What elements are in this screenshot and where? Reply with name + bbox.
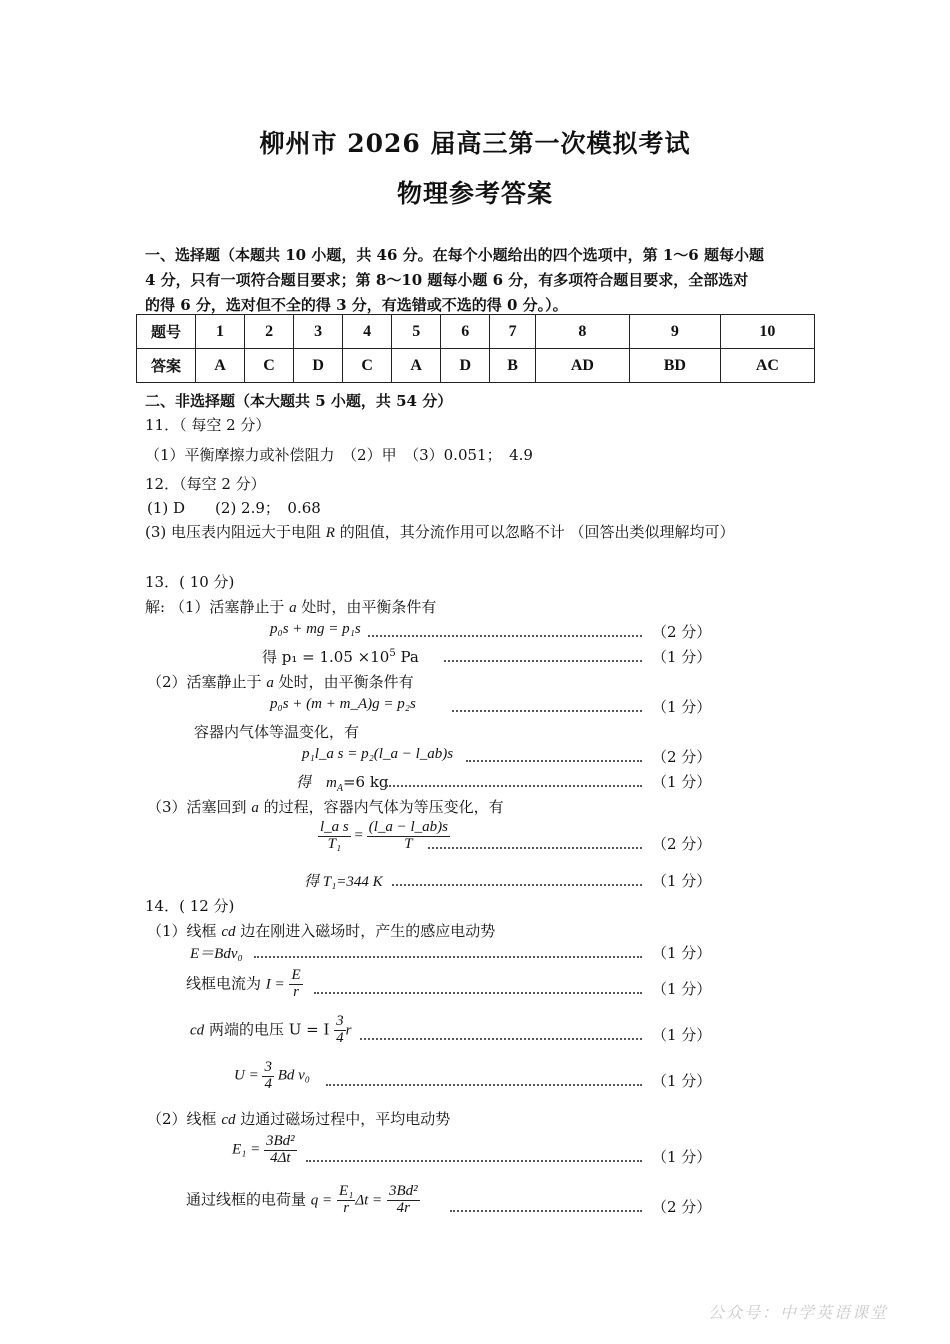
q13-score6: （2 分） xyxy=(652,835,712,853)
q14-voltage-den: 4 xyxy=(336,1029,344,1046)
q13-score5: （1 分） xyxy=(652,773,712,791)
q14-charge-num1: E₁ xyxy=(338,1183,354,1199)
q14-e1-den: 4Δt xyxy=(270,1149,291,1166)
q13-eq4-num-left: l_a s xyxy=(320,819,349,835)
q13-part3 xyxy=(147,796,504,817)
table-number: 10 xyxy=(720,315,814,349)
table-answer: A xyxy=(196,349,245,383)
section1-line3: 的得 6 分，选对但不全的得 3 分，有选错或不选的得 0 分。）。 xyxy=(145,296,568,314)
q13-part1-a: 解: （1）活塞静止于 xyxy=(145,598,290,616)
q14-u-num: 3 xyxy=(264,1059,272,1075)
q14-current-num: E xyxy=(291,967,301,983)
q14-e1-eq xyxy=(232,1134,297,1167)
q14-voltage-label: 两端的电压 U = I xyxy=(204,1020,330,1039)
q14-charge xyxy=(186,1184,420,1217)
q12-answer-3a: (3) 电压表内阻远大于电阻 xyxy=(145,523,326,541)
leader-dots xyxy=(368,633,642,637)
q14-part2-a: （2）线框 xyxy=(147,1110,222,1128)
q14-e1-left: E₁ = xyxy=(232,1141,261,1158)
table-answer: A xyxy=(392,349,441,383)
table-answer: B xyxy=(490,349,536,383)
q13-result1-exp: 5 xyxy=(389,648,396,659)
q14-eq1: E＝Bdv₀ xyxy=(190,946,243,962)
leader-dots xyxy=(326,1082,642,1086)
table-row-numbers xyxy=(137,315,815,349)
q14-u-left: U = xyxy=(234,1067,259,1084)
q14-charge-num2: 3Bd² xyxy=(388,1183,418,1199)
q12-answer-1: (1) D (2) 2.9； 0.68 xyxy=(147,499,321,517)
q14-part2-b: 边通过磁场过程中，平均电动势 xyxy=(235,1110,451,1128)
section2-heading: 二、非选择题（本大题共 5 小题，共 54 分） xyxy=(145,392,453,410)
q13-part3-var: a xyxy=(251,800,259,816)
leader-dots xyxy=(450,1208,642,1212)
q14-charge-den1: r xyxy=(343,1199,350,1216)
q13-part2 xyxy=(147,671,414,692)
q14-voltage-num: 3 xyxy=(336,1013,344,1029)
q14-score2: （1 分） xyxy=(652,980,712,998)
table-answer: D xyxy=(441,349,490,383)
page-title: 柳州市 2026 届高三第一次模拟考试 xyxy=(259,129,691,158)
table-answer: C xyxy=(245,349,294,383)
q11-answer: （1）平衡摩擦力或补偿阻力 （2）甲 （3）0.051； 4.9 xyxy=(145,446,533,464)
q13-result2 xyxy=(296,771,389,794)
q14-part2 xyxy=(147,1108,450,1129)
q14-current-eq: I = xyxy=(265,976,285,993)
table-row-answers xyxy=(137,349,815,383)
q14-score6: （2 分） xyxy=(652,1198,712,1216)
q13-head: 13．( 10 分) xyxy=(145,573,235,591)
q14-u-right: Bd v₀ xyxy=(277,1067,311,1084)
q14-score5: （1 分） xyxy=(652,1148,712,1166)
q14-charge-label: 通过线框的电荷量 xyxy=(186,1190,311,1209)
q13-result2-a: 得 m xyxy=(296,775,337,791)
q13-eq3: p₁l_a s = p₂(l_a − l_ab)s xyxy=(302,746,454,762)
table-answer: C xyxy=(343,349,392,383)
table-answer: BD xyxy=(630,349,721,383)
answer-table xyxy=(136,314,815,383)
q13-score3: （1 分） xyxy=(652,698,712,716)
q13-isothermal: 容器内气体等温变化，有 xyxy=(194,723,360,741)
q13-eq4-num-right: (l_a − l_ab)s xyxy=(368,819,449,835)
section1-line1: 一、选择题（本题共 10 小题，共 46 分。在每个小题给出的四个选项中，第 1～6 题每小题 xyxy=(145,246,764,264)
section1-line2: 4 分，只有一项符合题目要求；第 8～10 题每小题 6 分，有多项符合题目要求，全部选对 xyxy=(145,271,749,289)
leader-dots xyxy=(360,1036,642,1040)
leader-dots xyxy=(306,1158,642,1162)
q13-part2-a: （2）活塞静止于 xyxy=(147,673,267,691)
q14-score4: （1 分） xyxy=(652,1072,712,1090)
q14-current-label: 线框电流为 xyxy=(186,974,266,993)
q13-score7: （1 分） xyxy=(652,872,712,890)
leader-dots xyxy=(254,954,642,958)
table-answer: AD xyxy=(535,349,629,383)
table-number: 1 xyxy=(196,315,245,349)
table-number: 7 xyxy=(490,315,536,349)
table-label-q: 题号 xyxy=(137,315,196,349)
q13-score4: （2 分） xyxy=(652,748,712,766)
leader-dots xyxy=(444,658,642,662)
q14-head: 14．( 12 分) xyxy=(145,897,235,915)
leader-dots xyxy=(428,845,642,849)
q14-score3: （1 分） xyxy=(652,1026,712,1044)
table-label-a: 答案 xyxy=(137,349,196,383)
q14-part1-a: （1）线框 xyxy=(147,922,222,940)
q13-part1-var: a xyxy=(289,600,297,616)
q14-current xyxy=(186,968,303,1001)
q14-part1 xyxy=(147,920,495,941)
q12-answer-3b: 的阻值，其分流作用可以忽略不计 （回答出类似理解均可） xyxy=(334,523,735,541)
q14-part1-b: 边在刚进入磁场时，产生的感应电动势 xyxy=(235,922,496,940)
table-answer: D xyxy=(294,349,343,383)
q13-score2: （1 分） xyxy=(652,648,712,666)
leader-dots xyxy=(466,758,642,762)
q14-part2-var: cd xyxy=(221,1112,236,1128)
q13-result3: 得 T₁=344 K xyxy=(304,874,383,890)
table-number: 8 xyxy=(535,315,629,349)
q13-part2-var: a xyxy=(266,675,274,691)
q13-result1-a: 得 p₁ = 1.05 ×10 xyxy=(262,648,390,666)
leader-dots xyxy=(392,882,642,886)
page-subtitle: 物理参考答案 xyxy=(396,179,553,208)
table-number: 9 xyxy=(630,315,721,349)
q13-eq4: $\frac{\text{l\_a s}}{\text{T₁}}$ = $\frac{(l\_a - l\_ab)s}{T}$ xyxy=(320,819,449,852)
q14-part1-var: cd xyxy=(221,924,236,940)
table-number: 4 xyxy=(343,315,392,349)
table-number: 2 xyxy=(245,315,294,349)
q14-u-den: 4 xyxy=(264,1075,272,1092)
q14-voltage xyxy=(190,1014,352,1047)
q13-part2-b: 处时，由平衡条件有 xyxy=(273,673,414,691)
q13-result1 xyxy=(262,646,419,667)
q13-part1-b: 处时，由平衡条件有 xyxy=(296,598,437,616)
watermark: 公众号：中学英语课堂 xyxy=(708,1303,889,1322)
q14-score1: （1 分） xyxy=(652,944,712,962)
q13-part1 xyxy=(145,596,436,617)
q14-voltage-r: r xyxy=(345,1022,352,1039)
q13-eq1: p₀s + mg = p₁s xyxy=(270,621,361,637)
table-number: 5 xyxy=(392,315,441,349)
q13-part3-b: 的过程，容器内气体为等压变化，有 xyxy=(258,798,504,816)
q14-charge-eq: q = xyxy=(310,1192,333,1209)
q13-result2-sub: A xyxy=(336,783,343,794)
leader-dots xyxy=(314,990,642,994)
q13-eq2: p₀s + (m + m_A)g = p₂s xyxy=(270,696,416,712)
q12-answer-3 xyxy=(145,521,735,542)
table-number: 3 xyxy=(294,315,343,349)
q13-eq4-den-right: T xyxy=(404,835,413,852)
table-number: 6 xyxy=(441,315,490,349)
q14-e1-num: 3Bd² xyxy=(266,1133,295,1149)
leader-dots xyxy=(386,783,642,787)
q12-head: 12．（每空 2 分） xyxy=(145,475,266,493)
q13-score1: （2 分） xyxy=(652,623,712,641)
q11-head: 11．（ 每空 2 分） xyxy=(145,416,271,434)
q14-charge-den2: 4r xyxy=(396,1199,410,1216)
q14-voltage-var: cd xyxy=(190,1022,205,1039)
leader-dots xyxy=(452,708,642,712)
q13-result2-b: =6 kg xyxy=(342,773,389,791)
q13-result1-b: Pa xyxy=(395,648,419,666)
q13-eq4-den-left: T₁ xyxy=(327,835,342,852)
q14-current-den: r xyxy=(293,983,299,1000)
table-answer: AC xyxy=(720,349,814,383)
q13-part3-a: （3）活塞回到 xyxy=(147,798,252,816)
q14-charge-mid: Δt = xyxy=(355,1192,383,1209)
q12-var-r: R xyxy=(325,525,335,541)
q14-u-eq xyxy=(234,1060,310,1093)
